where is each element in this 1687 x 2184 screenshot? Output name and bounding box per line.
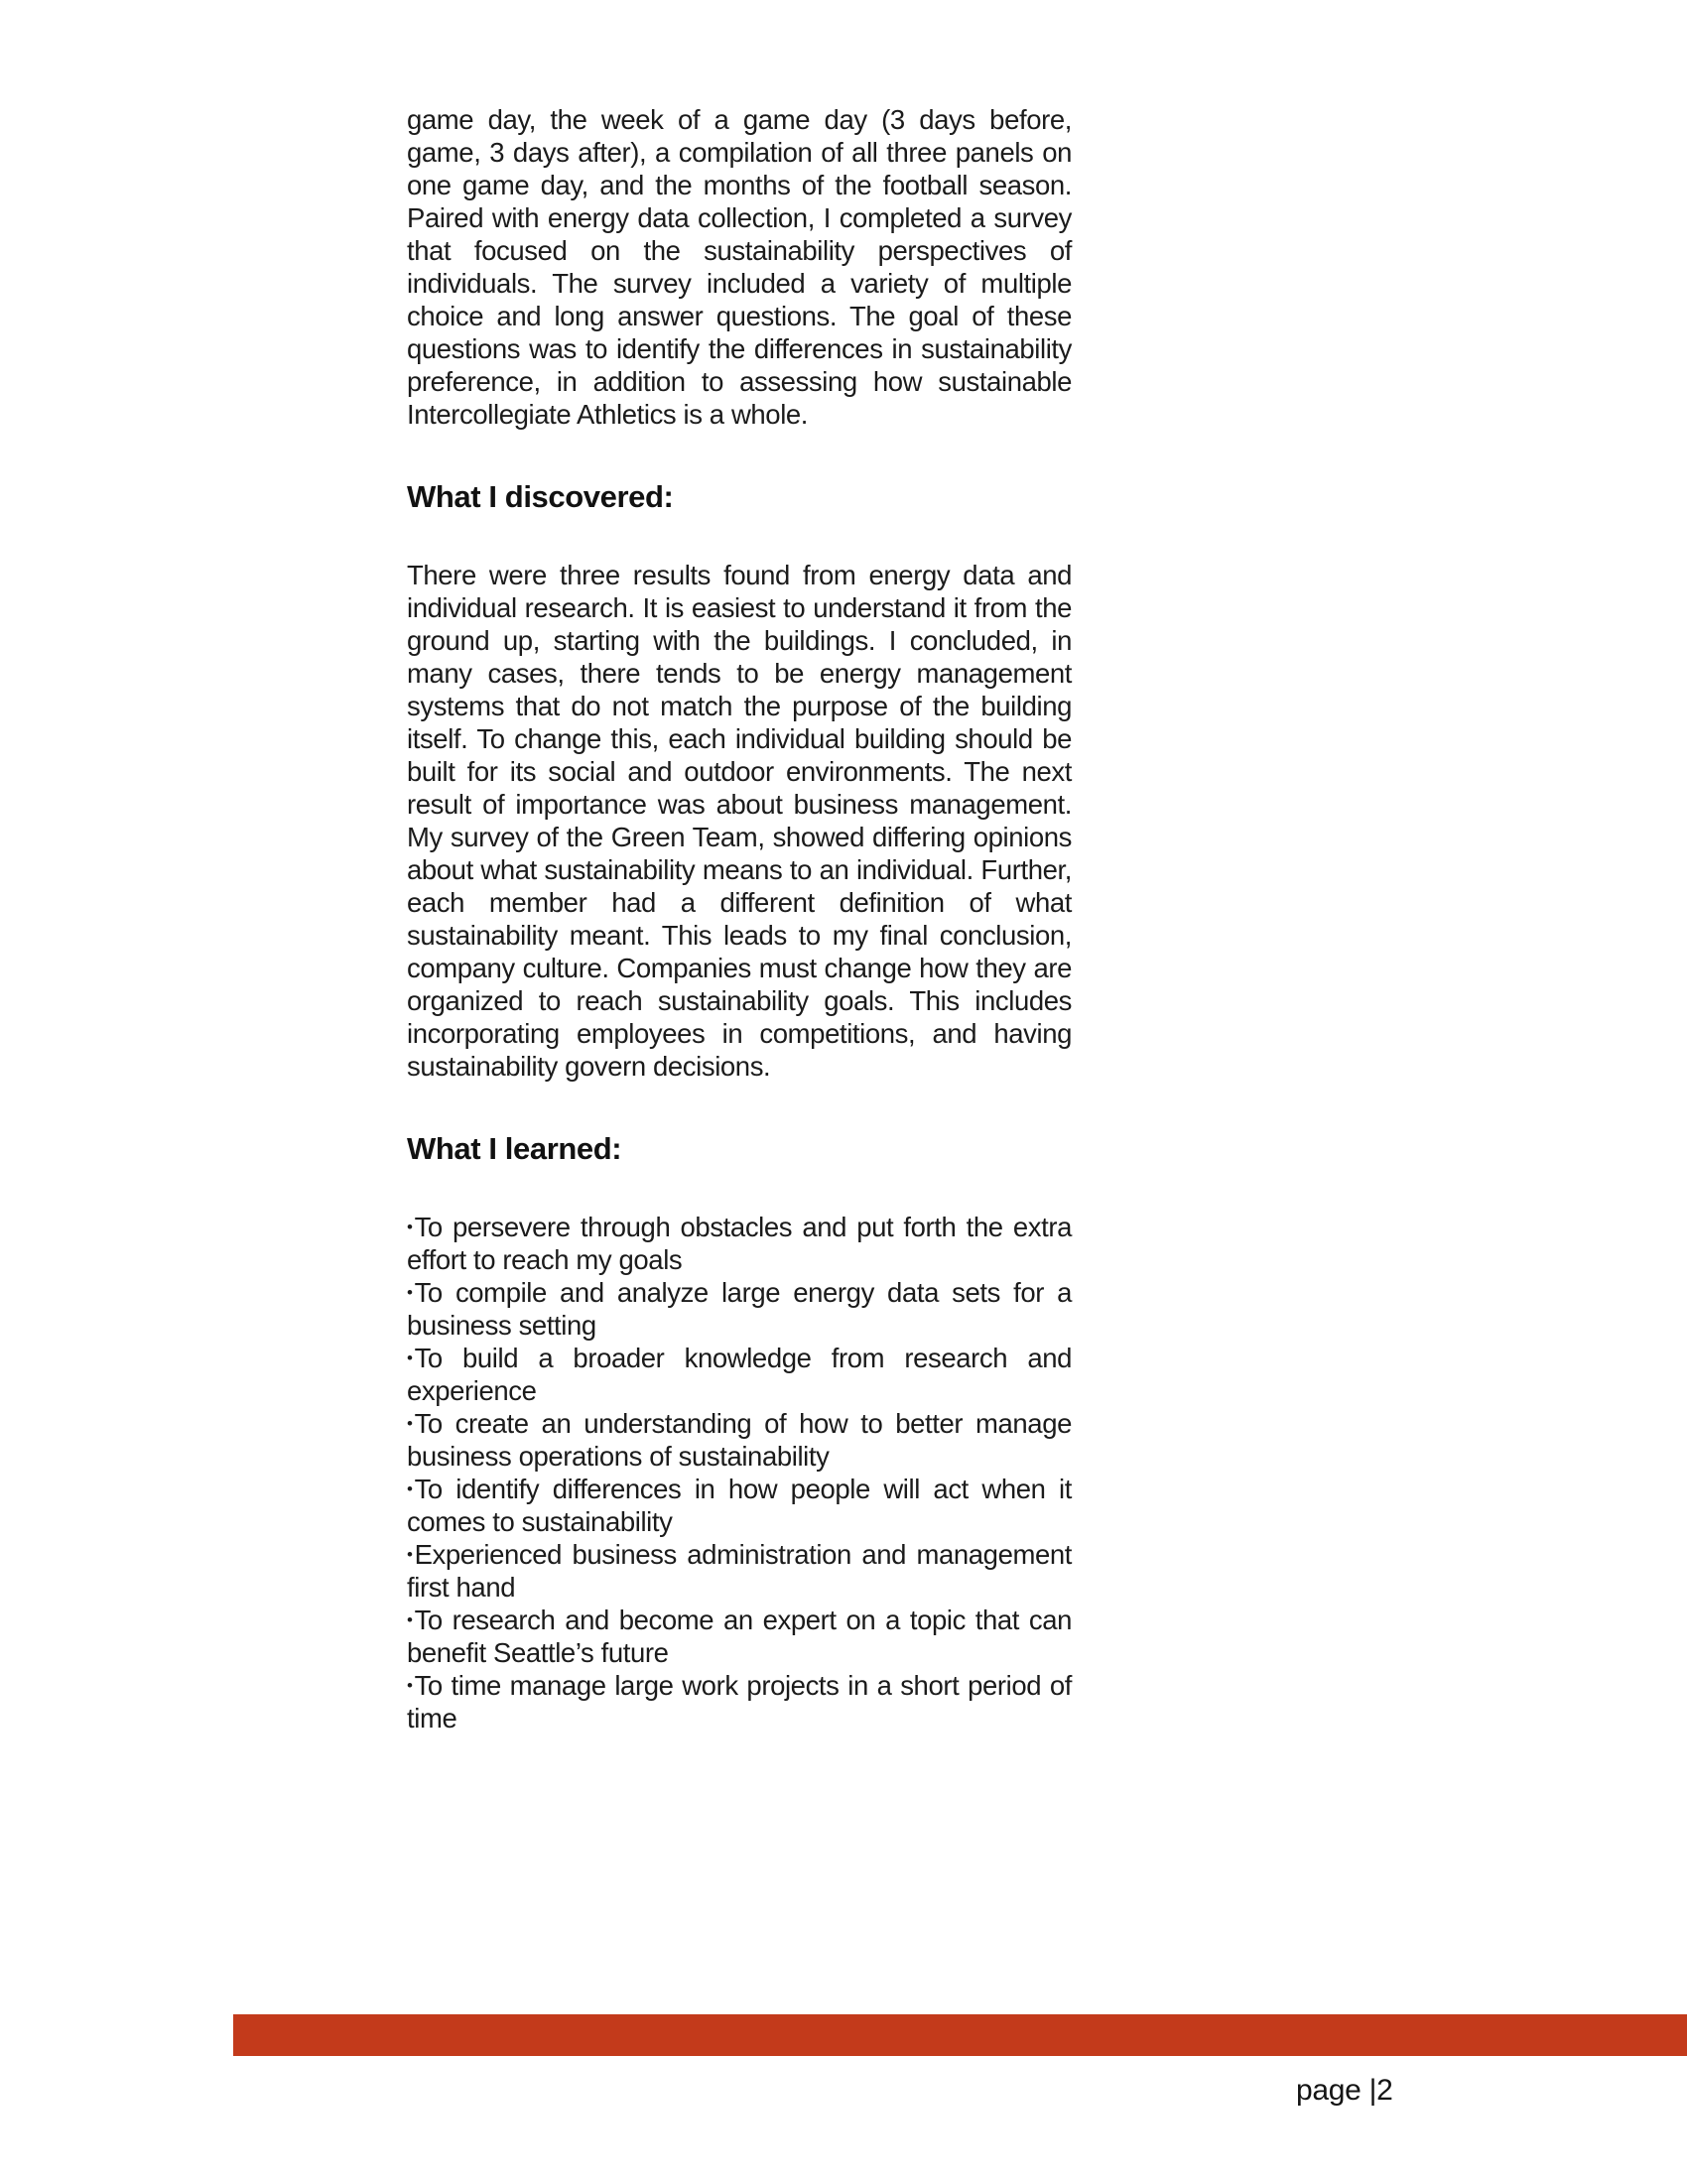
list-item <box>407 1669 1072 1734</box>
footer-page-number: page |2 <box>1296 2074 1393 2107</box>
list-item-text: To identify differences in how people will act when it comes to sustainability <box>407 1474 1072 1537</box>
list-item <box>407 1407 1072 1473</box>
bullet-dot-icon: • <box>407 1218 413 1236</box>
list-item <box>407 1342 1072 1407</box>
list-item <box>407 1473 1072 1538</box>
list-item-text: To research and become an expert on a topic that can benefit Seattle’s future <box>407 1605 1072 1668</box>
bullet-dot-icon: • <box>407 1479 413 1498</box>
learned-heading: What I learned: <box>407 1131 622 1166</box>
footer-accent-bar <box>233 2014 1687 2056</box>
list-item <box>407 1604 1072 1669</box>
bullet-dot-icon: • <box>407 1283 413 1302</box>
list-item-text: Experienced business administration and management first hand <box>407 1539 1072 1603</box>
list-item-text: To persevere through obstacles and put forth the extra effort to reach my goals <box>407 1212 1072 1275</box>
text-column <box>407 103 1072 1734</box>
list-item-text: To build a broader knowledge from research and experience <box>407 1343 1072 1406</box>
list-item-text: To create an understanding of how to better manage business operations of sustainability <box>407 1408 1072 1472</box>
list-item <box>407 1276 1072 1342</box>
discovered-paragraph: There were three results found from energy data and individual research. It is easiest to understand it from the ground up, starting with the buildings. I concluded, in many cases, there tends to be energy management systems that do not match the purpose of the building itself. To change this, each individual building should be built for its social and outdoor environments. The next result of importance was about business management. My survey of the Green Team, showed differing opinions about what sustainability means to an individual. Further, each member had a different definition of what sustainability meant. This leads to my final conclusion, company culture. Companies must change how they are organized to reach sustainability goals. This includes incorporating employees in competitions, and having sustainability govern decisions. <box>407 560 1072 1082</box>
bullet-dot-icon: • <box>407 1349 413 1367</box>
list-item <box>407 1538 1072 1604</box>
learned-list <box>407 1211 1072 1734</box>
list-item <box>407 1211 1072 1276</box>
list-item-text: To compile and analyze large energy data sets for a business setting <box>407 1277 1072 1341</box>
bullet-dot-icon: • <box>407 1545 413 1564</box>
list-item-text: To time manage large work projects in a short period of time <box>407 1670 1072 1734</box>
discovered-heading: What I discovered: <box>407 479 674 514</box>
bullet-dot-icon: • <box>407 1414 413 1433</box>
intro-paragraph: game day, the week of a game day (3 days before, game, 3 days after), a compilation of all three panels on one game day, and the months of the football season. Paired with energy data collection, I completed a survey that focused on the sustainability perspectives of individuals. The survey included a variety of multiple choice and long answer questions. The goal of these questions was to identify the differences in sustainability preference, in addition to assessing how sustainable Intercollegiate Athletics is a whole. <box>407 104 1072 430</box>
bullet-dot-icon: • <box>407 1676 413 1695</box>
bullet-dot-icon: • <box>407 1610 413 1629</box>
